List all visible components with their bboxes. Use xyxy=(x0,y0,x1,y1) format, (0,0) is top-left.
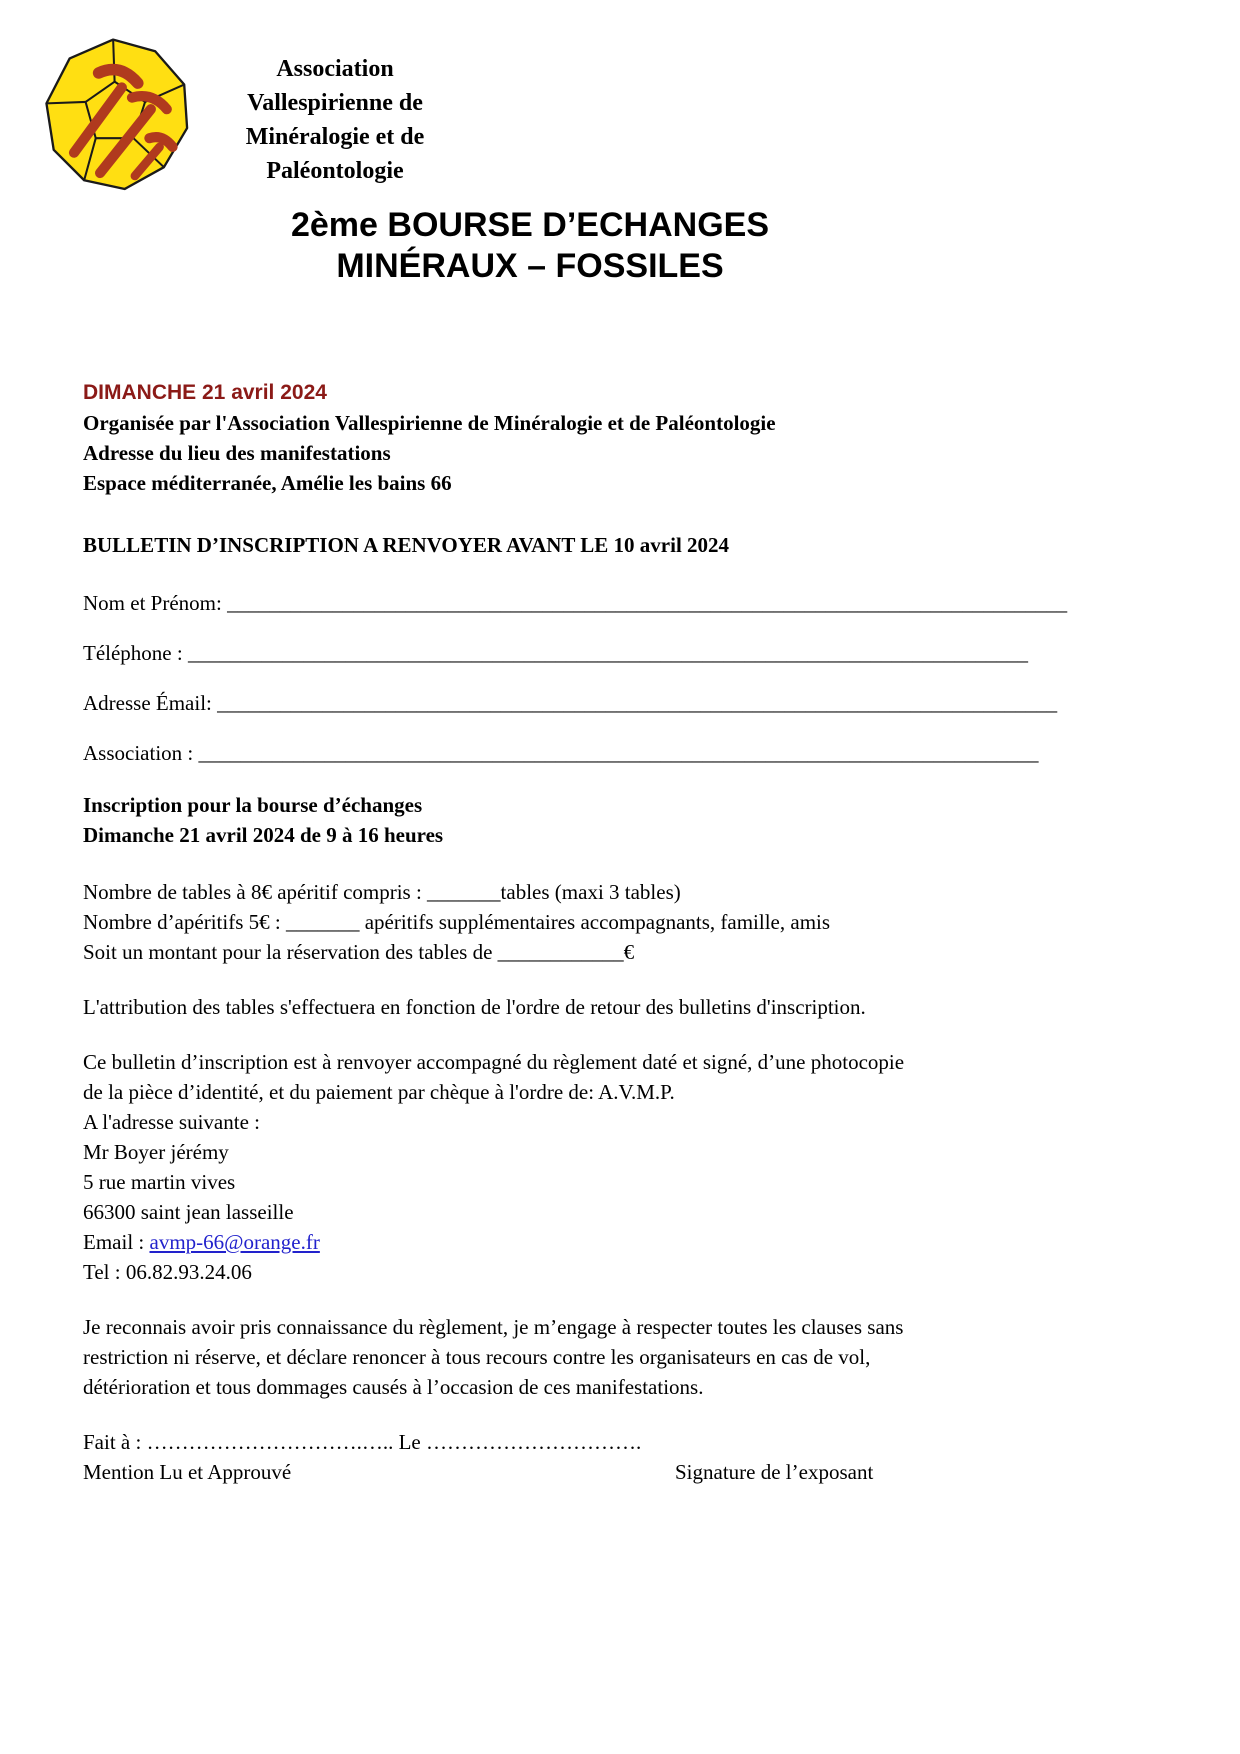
page-title xyxy=(0,205,1060,287)
recipient-street: 5 rue martin vives xyxy=(83,1170,236,1194)
tables-count-line: Nombre de tables à 8€ apéritif compris : _______tables (maxi 3 tables) xyxy=(83,880,681,904)
email-link[interactable]: avmp-66@orange.fr xyxy=(149,1230,320,1254)
form-area xyxy=(83,588,1105,788)
association-name-line: Paléontologie xyxy=(266,158,404,184)
venue-label: Adresse du lieu des manifestations xyxy=(83,441,391,465)
association-name-line: Association xyxy=(276,56,394,82)
name-field-blank: ________________________________________________________________________________ xyxy=(227,591,1068,615)
bulletin-heading: BULLETIN D’INSCRIPTION A RENVOYER AVANT LE 10 avril 2024 xyxy=(83,533,730,557)
date-place-line: Fait à : ………………………….….. Le …………………………. xyxy=(83,1430,642,1454)
recipient-city: 66300 saint jean lasseille xyxy=(83,1200,294,1224)
phone-field-blank: ________________________________________________________________________________ xyxy=(187,641,1028,665)
contact-email-line xyxy=(83,1227,1105,1257)
registration-heading-line1: Inscription pour la bourse d’échanges xyxy=(83,793,423,817)
email-label: Email : xyxy=(83,1230,150,1254)
recipient-name: Mr Boyer jérémy xyxy=(83,1140,229,1164)
page-title-line2: MINÉRAUX – FOSSILES xyxy=(336,247,724,285)
declaration-paragraph xyxy=(83,1312,1105,1402)
venue-line: Espace méditerranée, Amélie les bains 66 xyxy=(83,471,452,495)
name-field-row xyxy=(83,588,1105,638)
email-field-row xyxy=(83,688,1105,738)
registration-heading xyxy=(83,790,1105,850)
association-crystal-logo-icon xyxy=(45,36,190,194)
mention-label: Mention Lu et Approuvé xyxy=(83,1460,292,1484)
contact-tel-line: Tel : 06.82.93.24.06 xyxy=(83,1260,252,1284)
address-intro: A l'adresse suivante : xyxy=(83,1110,260,1134)
send-line1: Ce bulletin d’inscription est à renvoyer accompagné du règlement daté et signé, d’une photocopie xyxy=(83,1050,905,1074)
association-field-row xyxy=(83,738,1105,788)
email-field-label: Adresse Émail: xyxy=(83,691,218,715)
event-date-header: DIMANCHE 21 avril 2024 xyxy=(83,381,327,404)
header xyxy=(45,36,466,194)
registration-heading-line2: Dimanche 21 avril 2024 de 9 à 16 heures xyxy=(83,823,444,847)
email-field-blank: ________________________________________________________________________________ xyxy=(217,691,1058,715)
page-title-line1: 2ème BOURSE D’ECHANGES xyxy=(290,206,769,244)
association-name-line: Minéralogie et de xyxy=(245,124,425,150)
declaration-line2: restriction ni réserve, et déclare renoncer à tous recours contre les organisateurs en cas de vol, xyxy=(83,1345,871,1369)
association-field-label: Association : xyxy=(83,741,199,765)
attribution-note: L'attribution des tables s'effectuera en fonction de l'ordre de retour des bulletins d'inscription. xyxy=(83,995,866,1019)
phone-field-label: Téléphone : xyxy=(83,641,188,665)
association-field-blank: ________________________________________________________________________________ xyxy=(198,741,1039,765)
signature-label: Signature de l’exposant xyxy=(675,1460,874,1484)
declaration-line1: Je reconnais avoir pris connaissance du règlement, je m’engage à respecter toutes les clauses sans xyxy=(83,1315,904,1339)
signature-row xyxy=(83,1457,1105,1487)
association-name xyxy=(204,36,466,188)
pricing-lines xyxy=(83,877,1105,967)
phone-field-row xyxy=(83,638,1105,688)
send-line2: de la pièce d’identité, et du paiement par chèque à l'ordre de: A.V.M.P. xyxy=(83,1080,675,1104)
send-instructions xyxy=(83,1047,1105,1287)
aperitifs-count-line: Nombre d’apéritifs 5€ : _______ apéritifs supplémentaires accompagnants, famille, amis xyxy=(83,910,831,934)
content xyxy=(83,378,1105,1487)
name-field-label: Nom et Prénom: xyxy=(83,591,228,615)
association-name-line: Vallespirienne de xyxy=(247,90,423,116)
total-amount-line: Soit un montant pour la réservation des tables de ____________€ xyxy=(83,940,635,964)
organizer-line: Organisée par l'Association Vallespirienne de Minéralogie et de Paléontologie xyxy=(83,411,776,435)
declaration-line3: détérioration et tous dommages causés à l’occasion de ces manifestations. xyxy=(83,1375,704,1399)
